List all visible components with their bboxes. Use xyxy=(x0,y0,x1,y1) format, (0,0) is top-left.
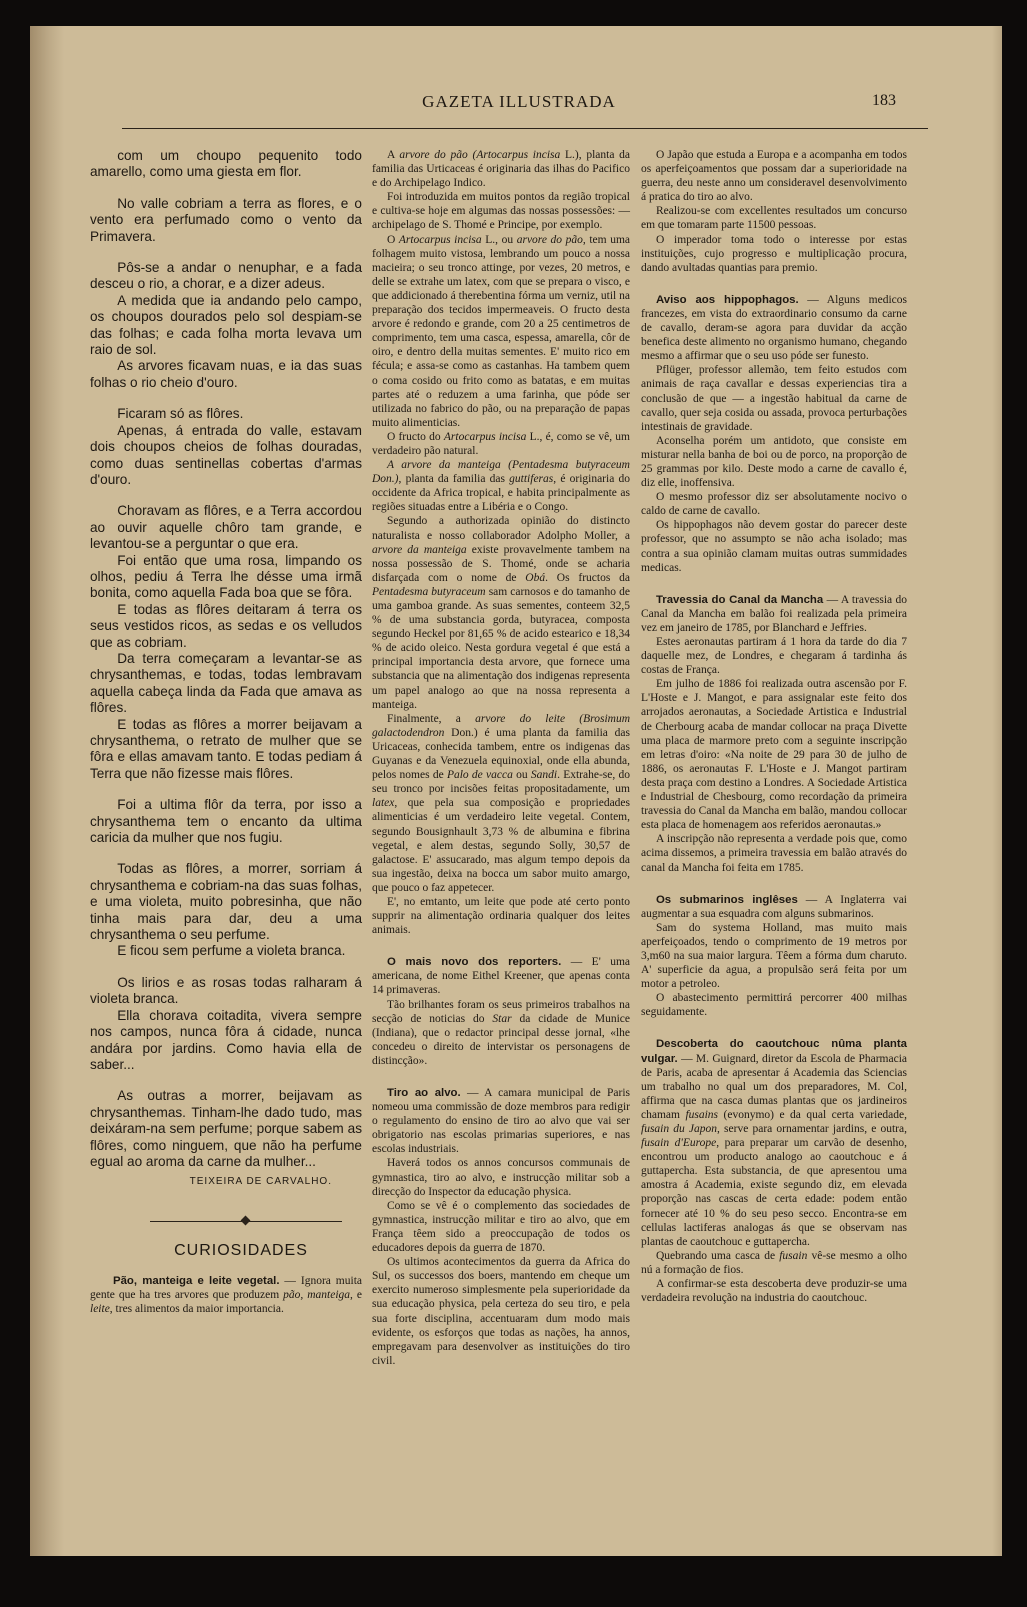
diamond-ornament-icon xyxy=(241,1215,251,1225)
article-heading: Os submarinos inglêses xyxy=(655,893,798,906)
page-header xyxy=(30,92,1002,116)
article-heading: O mais novo dos reporters. xyxy=(386,956,562,969)
paragraph: Os hippophagos não devem gostar do parecer deste professor, que no assumpto se não acha isolado; mas contra a sua opinião clamam muitas outras summidades medicas. xyxy=(641,519,907,574)
paragraph: O mesmo professor diz ser absolutamente nocivo o caldo de carne de cavallo. xyxy=(641,491,907,518)
paragraph: Realizou-se com excellentes resultados um concurso em que tomaram parte 11500 pessoas. xyxy=(641,205,907,232)
paragraph: O imperador toma todo o interesse por estas instituições, cujo progresso e multiplicação procura, dando avultadas quantias para premio. xyxy=(641,233,907,274)
ornamental-divider xyxy=(150,1215,342,1229)
article-paragraph: Aviso aos hippophagos. — Alguns medicos francezes, em vista do extraordinario consumo da carne de cavallo, deram-se agora para duvidar da acção benefica deste alimento no organismo humano, chegando mesmo a affirmar que o seu uso póde ser funesto. xyxy=(641,293,907,363)
paragraph: Pôs-se a andar o nenuphar, e a fada desceu o rio, a chorar, e a dizer adeus. xyxy=(90,260,362,292)
section-title: CURIOSIDADES xyxy=(174,1241,308,1259)
article-paragraph: O mais novo dos reporters. — E' uma americana, de nome Eithel Kreener, que apenas conta 14 primaveras. xyxy=(372,956,630,997)
article-paragraph: Pão, manteiga e leite vegetal. — Ignora muita gente que ha tres arvores que produzem pão, manteiga, e leite, tres alimentos da maior importancia. xyxy=(90,1275,362,1316)
newspaper-title: GAZETA ILLUSTRADA xyxy=(422,92,616,111)
paragraph: com um choupo pequenito todo amarello, como uma giesta em flor. xyxy=(90,148,362,180)
paragraph: A inscripção não representa a verdade pois que, como acima dissemos, a primeira travessia em balão através do canal da Mancha foi feita em 1785. xyxy=(641,833,907,874)
paragraph: As outras a morrer, beijavam as chrysanthemas. Tinham-lhe dado tudo, mas deixáram-na sem perfume; porque sabem as flôres, como ninguem, que não ha perfume egual ao aroma da carne da mulher... xyxy=(90,1088,362,1169)
paragraph: Foi então que uma rosa, limpando os olhos, pediu á Terra lhe désse uma irmã bonita, como aquella Fada boa que se fôra. xyxy=(90,552,362,601)
paragraph: Sam do systema Holland, mas muito mais aperfeiçoados, tendo o comprimento de 19 metros por 3,m60 na sua maior largura. Têem a fórma dum charuto. A' superficie da agua, a propulsão será feita por um motor a petroleo. xyxy=(641,921,907,991)
paragraph: Estes aeronautas partiram á 1 hora da tarde do dia 7 daquelle mez, de Londres, e chegaram á tardinha ás costas de França. xyxy=(641,636,907,677)
paragraph: Aconselha porém um antidoto, que consiste em misturar nella banha de boi ou de porco, na proporção de 25 grammas por kilo. Deste modo a carne de cavallo é, diz elle, inoffensiva. xyxy=(641,434,907,490)
article-heading: Descoberta do caoutchouc nûma planta vulgar. xyxy=(641,1038,907,1065)
paragraph: Todas as flôres, a morrer, sorriam á chrysanthema e cobriam-na das suas folhas, e uma violeta, muito pobresinha, que não tinha mais para dar, deu a uma chrysanthema o seu perfume. xyxy=(90,861,362,943)
paragraph: Apenas, á entrada do valle, estavam dois choupos cheios de folhas douradas, como duas sentinellas cobertas d'armas d'ouro. xyxy=(90,422,362,487)
paragraph: A medida que ia andando pelo campo, os choupos dourados pelo sol despiam-se das folhas; e cada folha morta levava um raio de sol. xyxy=(90,292,362,358)
paragraph: Quebrando uma casca de fusain vê-se mesmo a olho nú a formação de fios. xyxy=(641,1249,907,1276)
newspaper-page xyxy=(30,26,1002,1556)
paragraph: Em julho de 1886 foi realizada outra ascensão por F. L'Hoste e J. Mangot, e para assignalar este feito dos arrojados aeronautas, a Sociedade Artistica e Industrial de Cherbourg acaba de mandar collocar na praça Divette uma placa de marmore preto com a seguinte inscripção em letras d'oiro: «Na noite de 29 para 30 de julho de 1886, os aeronautas F. L'Hoste e J. Mangot partiram desta praça com destino a Londres. A Sociedade Artistica e Industrial de Chesbourg, como recordação da primeira travessia do Canal da Mancha em balão, mandou collocar esta placa de homenagem aos referidos aeronautas.» xyxy=(641,678,907,832)
column-1 xyxy=(90,148,362,1316)
paragraph: E todas as flôres deitaram á terra os seus vestidos ricos, as sedas e os velludos que as cobriam. xyxy=(90,601,362,650)
paragraph: E', no emtanto, um leite que pode até certo ponto supprir na alimentação ordinaria qualquer dos leites animais. xyxy=(372,895,630,937)
header-rule xyxy=(122,128,928,129)
paragraph: Finalmente, a arvore do leite (Brosimum galactodendron Don.) é uma planta da familia das Uricaceas, conhecida tambem, entre os indigenas das Guyanas e da Venezuela equinoxial, onde ella abunda, pelos nomes de Palo de vacca ou Sandi. Extrahe-se, do seu tronco por incisões feitas propositadamente, um latex, que pela sua composição e propriedades alimenticias é um verdadeiro leite vegetal. Contem, segundo Bousignhault 3,73 % de albumina e fibrina vegetal, e alem destas, segundo Solly, 30,57 de galactose. E' assucarado, mas algum tempo depois da sua ingestão, deixa na bocca um sabor muito amargo, que pouco o faz appetecer. xyxy=(372,712,631,894)
page-gutter xyxy=(30,26,64,1556)
paragraph: Ficaram só as flôres. xyxy=(117,406,244,422)
article-paragraph: Travessia do Canal da Mancha — A travessia do Canal da Mancha em balão foi realizada pela primeira vez em janeiro de 1785, por Blanchard e Jeffries. xyxy=(641,593,907,634)
paragraph: Da terra começaram a levantar-se as chrysanthemas, e todas, todas lembravam aquella cabeça linda da Fada que amava as flôres. xyxy=(90,650,362,716)
paragraph: Choravam as flôres, e a Terra accordou ao ouvir aquelle chôro tam grande, e levantou-se a perguntar o que era. xyxy=(90,503,362,552)
article-heading: Travessia do Canal da Mancha xyxy=(655,593,824,606)
paragraph: O Japão que estuda a Europa e a acompanha em todos os aperfeiçoamentos que possam dar a superioridade na guerra, deu neste anno um consideravel desenvolvimento á pratica do tiro ao alvo. xyxy=(641,149,907,204)
paragraph: O Artocarpus incisa L., ou arvore do pão, tem uma folhagem muito vistosa, lembrando um pouco a nossa macieira; o seu tronco attinge, por vezes, 20 metros, e delle se extrahe um latex, com que se prepara o visco, e que addicionado á therebentina fórma um verniz, util na preparação dos tecidos impermeaveis. O fructo desta arvore é redondo e grande, com 20 a 25 centimetros de comprimento, tem uma casca, espessa, amarella, côr de oiro, e dentro della muitas sementes. E' muito rico em fécula; e assa-se como as castanhas. Ha tambem quem o coma cosido ou frito como as batatas, e em muitas partes até o reduzem a uma farinha, que póde ser utilizada no fabrico do pão, ou na preparação de papas muito alimenticias. xyxy=(372,233,630,429)
paragraph: O fructo do Artocarpus incisa L., é, como se vê, um verdadeiro pão natural. xyxy=(372,430,631,457)
article-heading: Tiro ao alvo. xyxy=(386,1087,461,1099)
paragraph: Pflüger, professor allemão, tem feito estudos com animais de raça cavallar e dessas experiencias tira a conclusão de que — a ingestão habitual da carne de cavallo, quer seja cosida ou assada, provoca perturbações intestinais de gravidade. xyxy=(641,364,907,433)
paragraph: O abastecimento permittirá percorrer 400 milhas seguidamente. xyxy=(641,992,907,1019)
article-heading: Pão, manteiga e leite vegetal. xyxy=(113,1275,280,1288)
paragraph: Foi a ultima flôr da terra, por isso a chrysanthema tem o encanto da ultima caricia da mulher que nos fugiu. xyxy=(90,797,362,846)
paragraph: Haverá todos os annos concursos communais de gymnastica, tiro ao alvo, e instrucção militar sob a direcção do Inspector da educação physica. xyxy=(372,1157,630,1198)
paragraph: E ficou sem perfume a violeta branca. xyxy=(117,943,346,959)
paragraph: Os lirios e as rosas todas ralharam á violeta branca. xyxy=(90,974,362,1007)
column-3 xyxy=(641,148,907,1305)
paragraph: A confirmar-se esta descoberta deve produzir-se uma verdadeira revolução na industria do caoutchouc. xyxy=(641,1278,907,1305)
paragraph: Ella chorava coitadita, vivera sempre nos campos, nunca fôra á cidade, nunca andára por jardins. Como havia ella de saber... xyxy=(90,1007,362,1072)
paragraph: Como se vê é o complemento das sociedades de gymnastica, instrucção militar e tiro ao alvo, que em França têem sido a preoccupação de todos os educadores depois da guerra de 1870. xyxy=(372,1199,630,1255)
paragraph: Segundo a authorizada opinião do distincto naturalista e nosso collaborador Adolpho Moller, a arvore da manteiga existe provavelmente tambem na nossa possessão de S. Thomé, onde se acharia disfarçada com o nome de Obá. Os fructos da Pentadesma butyraceum sam carnosos e do tamanho de uma gamboa grande. As suas sementes, conteem 32,5 % de uma substancia gorda, butyracea, composta segundo Heckel por 81,65 % de acido estearico e 18,34 % de acido oleico. Nesta gordura vegetal é que está a principal importancia desta arvore, que fornece uma substancia que na alimentação dos indigenas representa um papel analogo ao que na nossa representa a manteiga. xyxy=(372,515,631,711)
column-2 xyxy=(372,148,630,1368)
paragraph: No valle cobriam a terra as flores, e o vento era perfumado como o vento da Primavera. xyxy=(90,195,362,244)
article-paragraph: Os submarinos inglêses — A Inglaterra vai augmentar a sua esquadra com alguns submarinos. xyxy=(641,893,907,920)
page-edge xyxy=(992,26,1002,1556)
paragraph: As arvores ficavam nuas, e ia das suas folhas o rio cheio d'ouro. xyxy=(90,358,362,390)
author-signature: TEIXEIRA DE CARVALHO. xyxy=(189,1176,332,1188)
article-paragraph: Descoberta do caoutchouc nûma planta vulgar. — M. Guignard, diretor da Escola de Pharmacia de Paris, acaba de apresentar á Academia das Sciencias um trabalho no qual um dos preparadores, M. Col, affirma que na casca dumas plantas que os jardineiros chamam fusains (evonymo) e da qual certa variedade, fusain du Japon, serve para ornamentar jardins, e outra, fusain d'Europe, para preparar um carvão de desenho, encontrou um producto analogo ao caoutchouc e á guttapercha. Esta substancia, de que apresentou uma amostra á Academia, existe segundo diz, em elevada proporção nas cascas de certa edade: podem então fornecer até 10 % do seu peso secco. Encontra-se em cellulas lactiferas analogas ás que se observam nas plantas de caoutchouc e guttapercha. xyxy=(641,1038,908,1248)
paragraph: Os ultimos acontecimentos da guerra da Africa do Sul, os successos dos boers, mantendo em cheque um exercito numeroso simplesmente pela superioridade da sua educação physica, pela certeza do seu tiro, e pela sua forte disciplina, accentuaram dum modo mais evidente, os esforços que todas as nações, ha annos, empregavam para desenvolver as instituições do tiro civil. xyxy=(372,1256,630,1367)
paragraph: A arvore da manteiga (Pentadesma butyraceum Don.), planta da familia das guttiferas, é originaria do occidente da Africa tropical, e habita principalmente as regiões situadas entre a Libéria e o Congo. xyxy=(372,459,630,514)
paragraph: Foi introduzida em muitos pontos da região tropical e cultiva-se hoje em algumas das nossas possessões: — archipelago de S. Thomé e Principe, por exemplo. xyxy=(372,191,630,232)
page-number: 183 xyxy=(872,92,896,109)
paragraph: Tão brilhantes foram os seus primeiros trabalhos na secção de noticias do Star da cidade de Munice (Indiana), que o redactor principal desse jornal, «lhe concedeu o direito de intervistar os personagens de distincção». xyxy=(372,998,630,1067)
article-heading: Aviso aos hippophagos. xyxy=(655,293,799,306)
article-paragraph: Tiro ao alvo. — A camara municipal de Paris nomeou uma commissão de doze membros para redigir o regulamento do ensino de tiro ao alvo que vai ser obrigatorio nas escolas primarias superiores, e nas escolas industriais. xyxy=(372,1087,631,1156)
paragraph: A arvore do pão (Artocarpus incisa L.), planta da familia das Urticaceas é originaria das ilhas do Pacifico e do Archipelago Indico. xyxy=(372,149,631,190)
paragraph: E todas as flôres a morrer beijavam a chrysanthema, o retrato de mulher que se fôra e ellas amavam tanto. E todas pediam á Terra que não fizesse mais flôres. xyxy=(90,716,362,781)
